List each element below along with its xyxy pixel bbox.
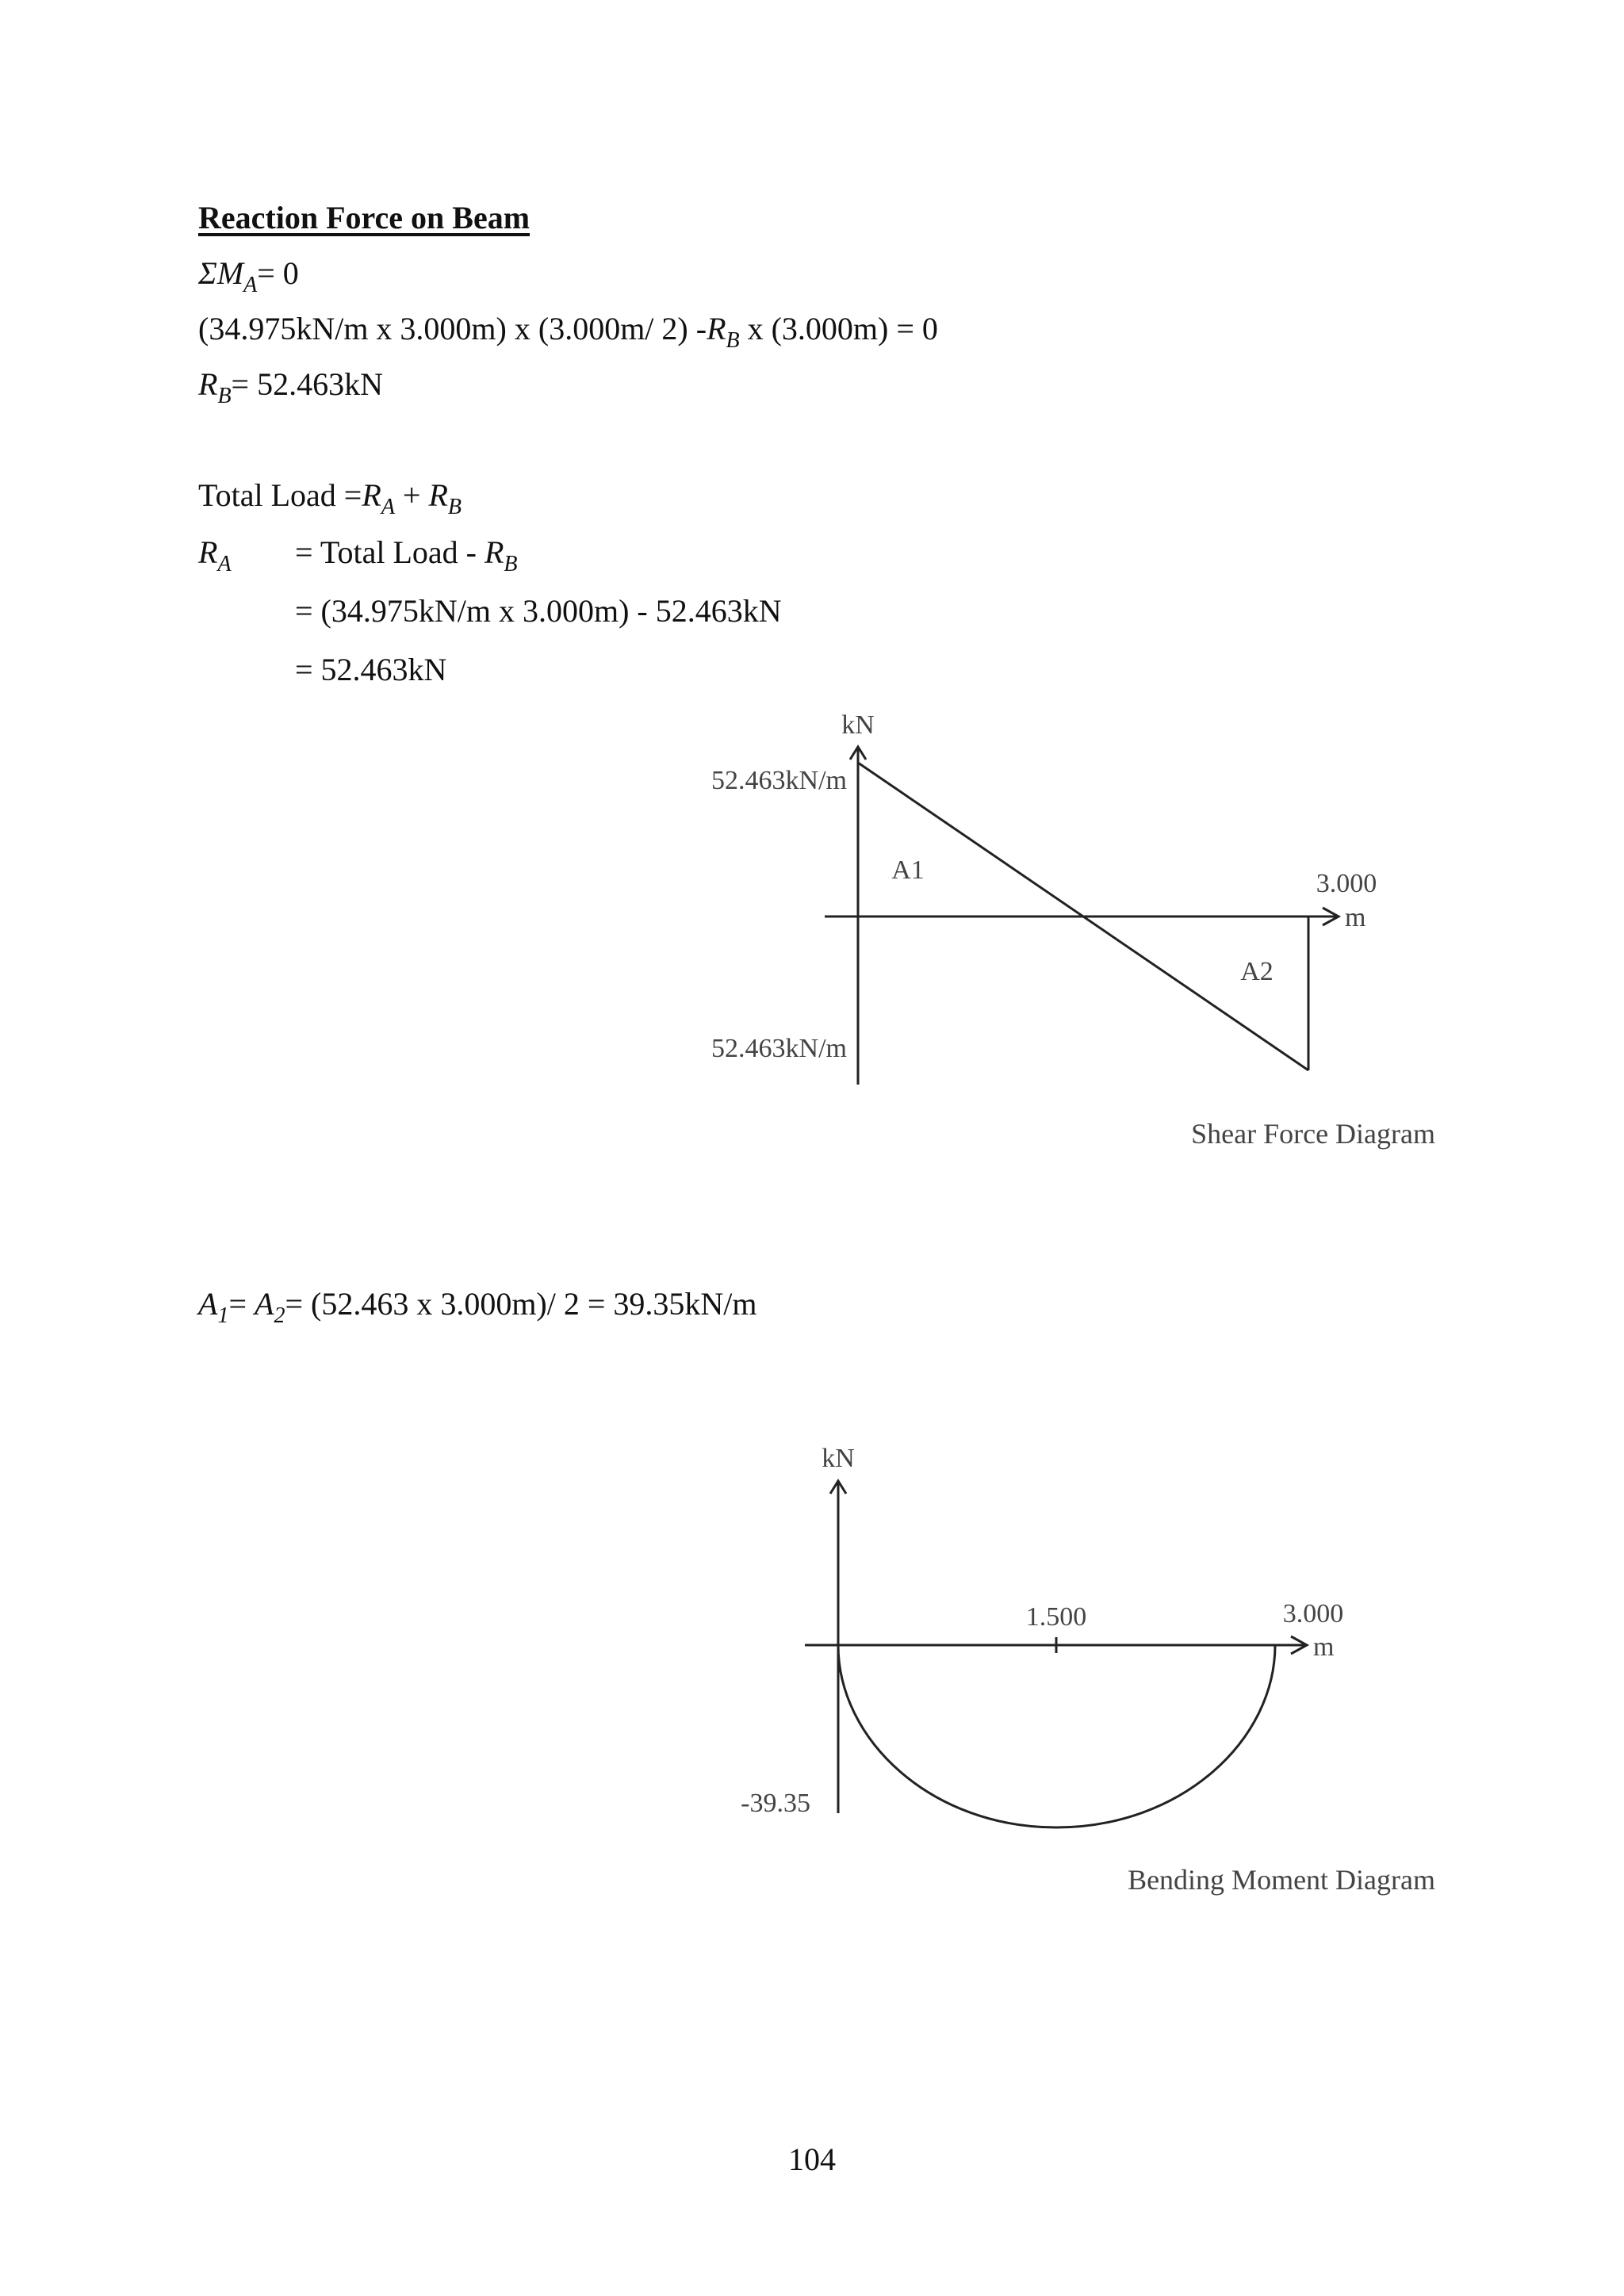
- shear-area2-label: A2: [1240, 957, 1274, 986]
- rb-result-subscript: B: [217, 384, 232, 408]
- ra-label-subscript: A: [217, 552, 232, 576]
- rb-symbol-2: R: [428, 477, 448, 513]
- moment-x-unit: m: [1313, 1632, 1335, 1662]
- ra-line1-rb-subscript: B: [504, 552, 518, 576]
- moment-equation-part1: (34.975kN/m x 3.000m) x (3.000m/ 2) -: [198, 311, 707, 346]
- rb-subscript-2: B: [447, 495, 462, 519]
- total-load-label: Total Load =: [198, 477, 362, 513]
- moment-caption: Bending Moment Diagram: [1128, 1864, 1435, 1896]
- bending-moment-diagram: [0, 1387, 1624, 1942]
- ra-line1-text: = Total Load -: [295, 534, 485, 570]
- sum-moment-rest: = 0: [257, 255, 299, 291]
- rb-result-value: = 52.463kN: [231, 366, 383, 402]
- ra-subscript: A: [381, 495, 395, 519]
- area2-subscript: 2: [274, 1303, 285, 1328]
- ra-line2: = (34.975kN/m x 3.000m) - 52.463kN: [295, 593, 782, 629]
- shear-x-end-label: 3.000: [1316, 869, 1377, 898]
- sum-moment-subscript: A: [243, 273, 258, 297]
- area-eq-rest: = (52.463 x 3.000m)/ 2 = 39.35kN/m: [285, 1286, 757, 1322]
- ra-symbol: R: [362, 477, 381, 513]
- moment-mid-label: 1.500: [1025, 1602, 1087, 1632]
- shear-y-unit: kN: [841, 710, 875, 740]
- area-eq-mid: =: [228, 1286, 255, 1322]
- section-heading: Reaction Force on Beam: [198, 200, 530, 235]
- page-number: 104: [788, 2141, 836, 2177]
- sum-moment-symbol: ΣM: [198, 255, 244, 291]
- area-equation-line: [198, 1284, 757, 1328]
- ra-line1-rb-symbol: R: [484, 534, 504, 570]
- moment-y-unit: kN: [822, 1444, 855, 1473]
- rb-symbol: R: [707, 311, 726, 346]
- moment-min-label: -39.35: [741, 1789, 810, 1818]
- ra-line3: = 52.463kN: [295, 652, 447, 687]
- shear-area1-label: A1: [891, 855, 925, 885]
- shear-bottom-label: 52.463kN/m: [711, 1034, 847, 1063]
- moment-curve: [838, 1645, 1275, 1827]
- moment-equation-part2: x (3.000m) = 0: [739, 311, 938, 346]
- area2-symbol: A: [255, 1286, 274, 1322]
- area1-subscript: 1: [217, 1303, 229, 1328]
- shear-caption: Shear Force Diagram: [1191, 1118, 1435, 1150]
- rb-result-symbol: R: [198, 366, 218, 402]
- ra-label-symbol: R: [198, 534, 218, 570]
- shear-x-unit: m: [1345, 903, 1366, 932]
- moment-x-end-label: 3.000: [1282, 1599, 1344, 1628]
- area1-symbol: A: [198, 1286, 218, 1322]
- plus-sign: +: [394, 477, 429, 513]
- rb-subscript: B: [726, 328, 740, 353]
- shear-top-label: 52.463kN/m: [711, 766, 847, 795]
